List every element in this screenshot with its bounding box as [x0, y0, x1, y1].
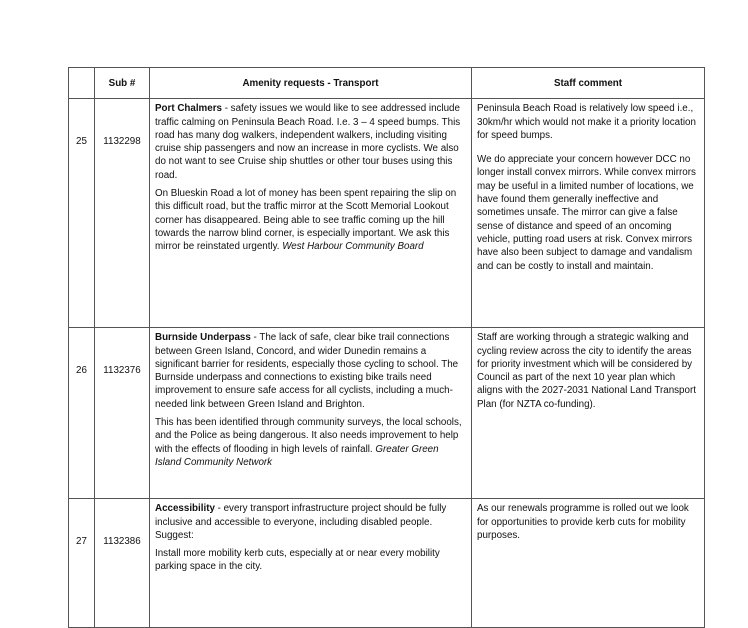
submission-number: 1132376: [95, 328, 150, 499]
request-title: Accessibility: [155, 503, 215, 515]
request-paragraph: [155, 102, 466, 182]
header-request: Amenity requests - Transport: [150, 68, 472, 99]
request-title: Burnside Underpass: [155, 332, 251, 344]
request-title: Port Chalmers: [155, 103, 222, 115]
table-row: [69, 99, 705, 328]
row-number: 25: [69, 99, 95, 328]
request-paragraph: [155, 502, 466, 542]
amenity-requests-table: [68, 67, 705, 628]
staff-comment-text: Peninsula Beach Road is relatively low speed i.e., 30km/hr which would not make it a priority location for speed bumps.: [477, 103, 696, 141]
staff-comment-text: Staff are working through a strategic walking and cycling review across the city to identify the areas for priority investment which will be considered by Council as part of the next 10 year plan which aligns with the 2027-2031 National Land Transport Plan (for NZTA co-funding).: [477, 332, 696, 410]
request-paragraph: [155, 187, 466, 253]
request-signature: Greater Green Island Community Network: [155, 443, 439, 468]
request-paragraph: [155, 416, 466, 469]
row-number: 27: [69, 499, 95, 628]
staff-comment-cell: [472, 499, 705, 628]
request-signature: West Harbour Community Board: [282, 241, 424, 253]
request-text: On Blueskin Road a lot of money has been spent repairing the slip on this difficult road, but the traffic mirror at the Scott Memorial Lookout corner has disappeared. Being able to see traffic coming up the hill towards the narrow blind corner, is especially important. We ask this mirror be reinstated urgently.: [155, 188, 457, 253]
header-sub: Sub #: [95, 68, 150, 99]
staff-comment-text: As our renewals programme is rolled out we look for opportunities to provide kerb cuts for mobility purposes.: [477, 503, 689, 541]
header-staff-comment: Staff comment: [472, 68, 705, 99]
request-text: - every transport infrastructure project should be fully inclusive and accessible to everyone, including disabled people. Suggest:: [155, 503, 447, 541]
table-row: [69, 499, 705, 628]
request-paragraph: Install more mobility kerb cuts, especially at or near every mobility parking space in the city.: [155, 548, 440, 573]
submission-number: 1132298: [95, 99, 150, 328]
request-text: This has been identified through community surveys, the local schools, and the Police as being dangerous. It also needs improvement to help with the effects of flooding in high levels of rainfall.: [155, 417, 462, 455]
table-row: [69, 328, 705, 499]
row-number: 26: [69, 328, 95, 499]
staff-comment-text: We do appreciate your concern however DCC no longer install convex mirrors. While convex mirrors may be useful in a limited number of locations, we have found them generally ineffective and sometimes unsafe. The mirror can give a false sense of distance and speed of an oncoming vehicle, putting road users at risk. Convex mirrors have also been subject to damage and vandalism and can be costly to install and maintain.: [477, 154, 696, 272]
request-text: - safety issues we would like to see addressed include traffic calming on Peninsula Beach Road. I.e. 3 – 4 speed bumps. This road has many dog walkers, independent walkers, including visiting cruise ship passengers and now an increase in more cyclists. We also do not want to see Cruise ship shuttles or other tour buses using this road.: [155, 103, 461, 181]
header-number: [69, 68, 95, 99]
staff-comment-cell: [472, 99, 705, 328]
request-paragraph: [155, 331, 466, 411]
staff-comment-cell: [472, 328, 705, 499]
submission-number: 1132386: [95, 499, 150, 628]
request-cell: [150, 99, 472, 328]
request-cell: [150, 499, 472, 628]
table-header-row: [69, 68, 705, 99]
request-cell: [150, 328, 472, 499]
request-text: - The lack of safe, clear bike trail connections between Green Island, Concord, and wider Dunedin remains a significant barrier for residents, especially those cycling to school. The Burnside underpass and connections to existing bike trails need improvement to ensure safe access for all cyclists, including a much-needed link between Green Island and Brighton.: [155, 332, 459, 410]
